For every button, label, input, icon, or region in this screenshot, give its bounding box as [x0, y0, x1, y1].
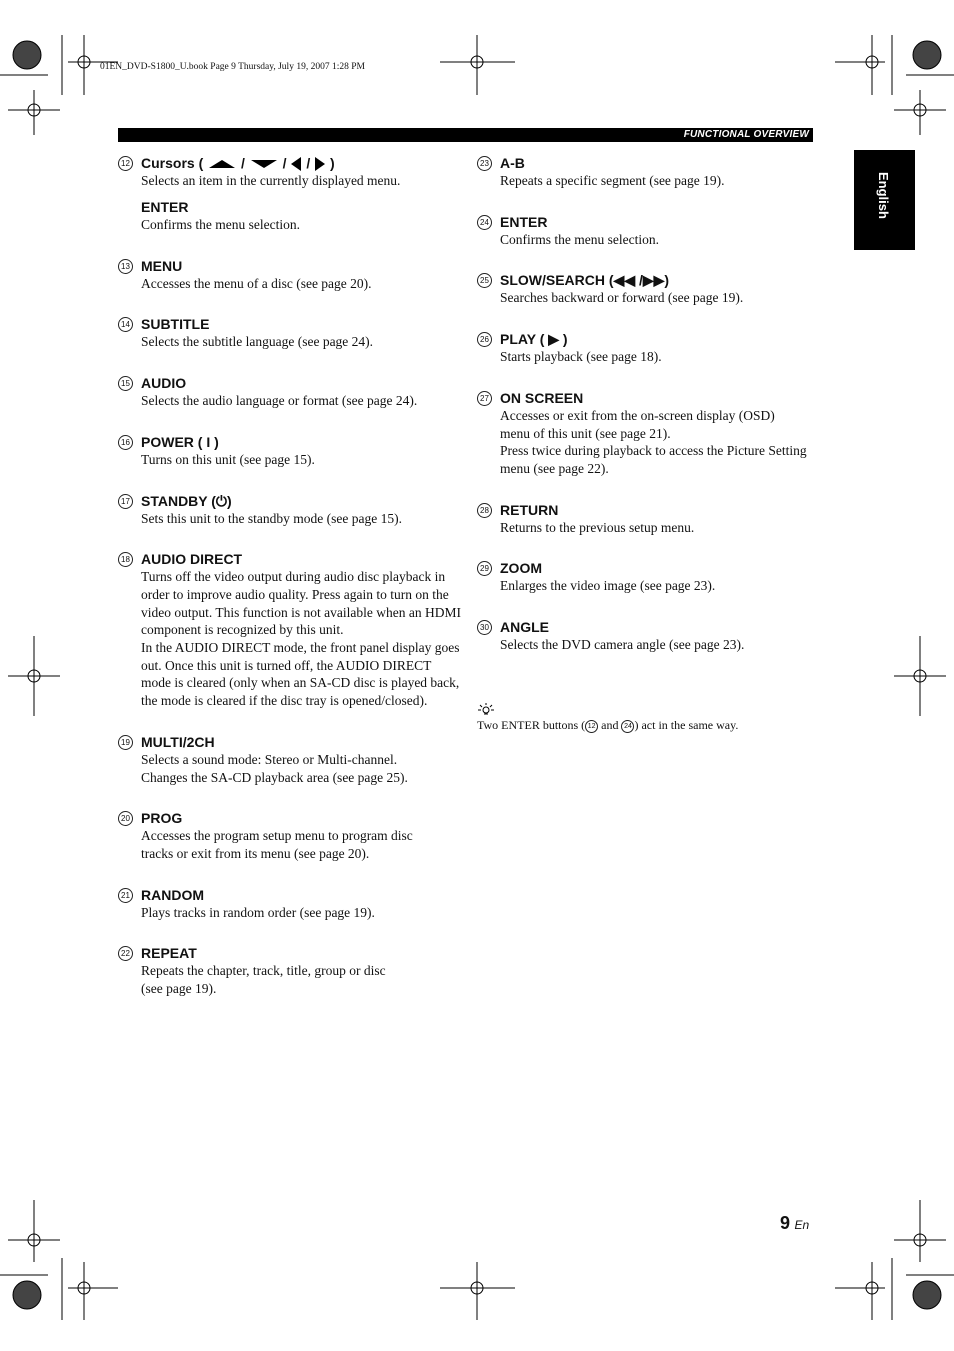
- entry-title: POWER ( I ): [141, 433, 219, 450]
- entry-number: 18: [118, 552, 133, 567]
- entry-power: [118, 433, 463, 469]
- entry-number: 23: [477, 156, 492, 171]
- print-header: 01EN_DVD-S1800_U.book Page 9 Thursday, July 19, 2007 1:28 PM: [100, 62, 365, 72]
- entry-title: PROG: [141, 810, 183, 827]
- tip-lightbulb-icon: [477, 702, 495, 716]
- cursor-down-icon: [249, 159, 279, 169]
- entry-number: 17: [118, 494, 133, 509]
- entry-title: Cursors ( / / / ): [141, 155, 335, 171]
- entry-number: 13: [118, 259, 133, 274]
- cursor-right-icon: [314, 156, 326, 172]
- section-band: [118, 128, 813, 142]
- entry-title: STANDBY (⏻): [141, 492, 232, 509]
- entry-description: Turns off the video output during audio disc playback in order to improve audio quality. Press again to turn on the video output. This function is not available when an HDMI component is recognized by this unit.: [141, 569, 461, 638]
- tip-number-1: 12: [585, 720, 598, 733]
- entry-description: Accesses or exit from the on-screen display (OSD) menu of this unit (see page 21).: [500, 407, 775, 441]
- entry-title: A-B: [500, 155, 525, 171]
- entry-title: AUDIO DIRECT: [141, 551, 243, 568]
- entry-description: Selects the audio language or format (see page 24).: [141, 393, 418, 409]
- entry-number: 28: [477, 503, 492, 518]
- entry-description: Accesses the program setup menu to program disc tracks or exit from its menu (see page 20).: [141, 828, 413, 861]
- entry-description: Selects an item in the currently displayed menu.: [141, 173, 401, 189]
- entry-a-b: [477, 154, 807, 190]
- entry-description: Plays tracks in random order (see page 19).: [141, 904, 375, 920]
- entry-multi-2ch: [118, 733, 463, 786]
- entry-repeat: [118, 944, 463, 997]
- entry-number: 20: [118, 811, 133, 826]
- entry-standby: [118, 492, 463, 528]
- page-number: [780, 1213, 809, 1234]
- entry-number: 26: [477, 332, 492, 347]
- entry-description: Selects the subtitle language (see page 24).: [141, 334, 374, 350]
- entry-number: 15: [118, 376, 133, 391]
- entry-description: Repeats the chapter, track, title, group or disc: [141, 963, 386, 979]
- entry-title: AUDIO: [141, 375, 187, 392]
- entry-title-suffix: ): [330, 155, 335, 171]
- entry-title: REPEAT: [141, 945, 197, 962]
- entry-on-screen: [477, 389, 807, 478]
- entry-title: PLAY ( ▶ ): [500, 331, 568, 348]
- page-language: En: [794, 1218, 810, 1232]
- entry-description: Repeats a specific segment (see page 19).: [500, 173, 725, 188]
- entry-sub-description: Confirms the menu selection.: [141, 217, 300, 232]
- entry-cursors: [118, 154, 463, 234]
- entry-sub-title: ENTER: [141, 199, 189, 215]
- entry-description: Confirms the menu selection.: [500, 231, 659, 247]
- section-title: FUNCTIONAL OVERVIEW: [683, 129, 809, 140]
- entry-description: Selects a sound mode: Stereo or Multi-channel.: [141, 751, 398, 767]
- entry-description: Searches backward or forward (see page 19).: [500, 290, 744, 306]
- left-column: [118, 154, 463, 998]
- entry-play: [477, 330, 807, 366]
- entry-description: Starts playback (see page 18).: [500, 349, 662, 365]
- entry-description: Returns to the previous setup menu.: [500, 519, 695, 535]
- entry-number: 24: [477, 215, 492, 230]
- entry-number: 19: [118, 735, 133, 750]
- entry-title: ENTER: [500, 213, 548, 230]
- tip-text-before: Two ENTER buttons (: [477, 718, 586, 732]
- entry-audio-direct: [118, 550, 463, 710]
- entry-angle: [477, 618, 807, 654]
- language-tab-label: English: [876, 172, 891, 219]
- entry-number: 30: [477, 620, 492, 635]
- entry-number: 29: [477, 561, 492, 576]
- entry-title: RANDOM: [141, 886, 204, 903]
- entry-number: 25: [477, 273, 492, 288]
- entry-description-2: In the AUDIO DIRECT mode, the front panel display goes out. Once this unit is turned off, the AUDIO DIRECT mode is cleared (only when an SA-CD disc is played back, the mode is cleared if the disc tray is opened/closed).: [141, 640, 460, 709]
- tip-text-mid: and: [598, 718, 622, 732]
- entry-title: ZOOM: [500, 560, 542, 577]
- cursor-up-icon: [207, 159, 237, 169]
- entry-enter: [477, 213, 807, 249]
- entry-title: MULTI/2CH: [141, 733, 215, 750]
- entry-zoom: [477, 559, 807, 595]
- entry-title: ANGLE: [500, 619, 549, 636]
- tip-text-after: ) act in the same way.: [634, 718, 739, 732]
- entry-description: Accesses the menu of a disc (see page 20).: [141, 275, 372, 291]
- entry-title: MENU: [141, 257, 183, 274]
- entry-description-2: Press twice during playback to access the Picture Setting menu (see page 22).: [500, 443, 807, 476]
- entry-number: 21: [118, 888, 133, 903]
- entry-title-prefix: Cursors (: [141, 155, 204, 171]
- entry-menu: [118, 257, 463, 293]
- entry-number: 22: [118, 946, 133, 961]
- entry-audio: [118, 374, 463, 410]
- entry-title: RETURN: [500, 501, 559, 518]
- tip-number-2: 24: [621, 720, 634, 733]
- entry-description: Selects the DVD camera angle (see page 23).: [500, 637, 745, 653]
- entry-number: 27: [477, 391, 492, 406]
- entry-title: ON SCREEN: [500, 389, 584, 406]
- tip-note: [477, 718, 738, 733]
- cursor-left-icon: [290, 156, 302, 172]
- entry-subtitle: [118, 315, 463, 351]
- entry-prog: [118, 809, 463, 862]
- entry-slow-search: [477, 271, 807, 307]
- entry-number: 12: [118, 156, 133, 171]
- page-number-value: 9: [780, 1213, 791, 1233]
- entry-description: Enlarges the video image (see page 23).: [500, 578, 716, 594]
- entry-number: 16: [118, 435, 133, 450]
- entry-description-2: Changes the SA-CD playback area (see page 25).: [141, 769, 408, 785]
- right-column: [477, 154, 807, 654]
- entry-title: SUBTITLE: [141, 316, 210, 333]
- language-tab: [854, 150, 915, 250]
- entry-number: 14: [118, 317, 133, 332]
- entry-description-2: (see page 19).: [141, 981, 217, 997]
- entry-title: SLOW/SEARCH (◀◀ /▶▶): [500, 272, 670, 289]
- entry-return: [477, 501, 807, 537]
- entry-description: Turns on this unit (see page 15).: [141, 451, 315, 467]
- entry-description: Sets this unit to the standby mode (see page 15).: [141, 510, 402, 526]
- entry-random: [118, 886, 463, 922]
